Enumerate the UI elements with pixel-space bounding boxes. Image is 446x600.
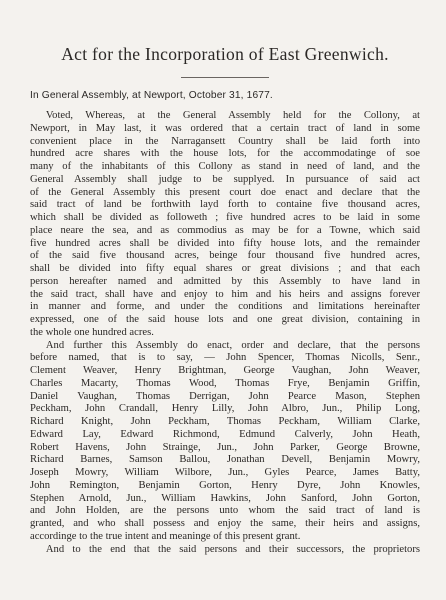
text-line: Richard Knight, John Peckham, Thomas Peckham, William Clarke,	[30, 416, 420, 427]
text-line: before named, that is to say, — John Spencer, Thomas Nicolls, Senr.,	[30, 352, 420, 364]
text-line: General Assembly shall judge to be supplyed. In pursuance of said act	[30, 173, 420, 185]
text-line: And to the end that the said persons and their successors, the proprietors	[30, 543, 420, 555]
text-line: which shall be divided as followeth ; five hundred acres to be laid in some	[30, 212, 420, 223]
text-line: Stephen Arnold, Jun., William Hawkins, John Sanford, John Gorton,	[30, 492, 420, 504]
text-line: accordinge to the true intent and meaninge of this present grant.	[30, 530, 301, 542]
text-line: hundred acre shares with the house lots, for the accommodatinge of soe	[30, 148, 420, 160]
text-line: Joseph Mowry, William Wilbore, Jun., Gyles Pearce, James Batty,	[30, 467, 420, 478]
text-line: place neare the sea, and as commodius as may be for a Towne, which said	[30, 224, 420, 236]
text-line: John Remington, Benjamin Gorton, Henry Dyre, John Knowles,	[30, 479, 420, 491]
text-line: Daniel Vaughan, Thomas Derrigan, John Pearce Mason, Stephen	[30, 390, 420, 402]
document-title: Act for the Incorporation of East Greenwich.	[61, 44, 389, 64]
paragraph-2	[30, 340, 420, 557]
title-divider	[181, 77, 269, 78]
text-line: Charles Macarty, Thomas Wood, Thomas Frye, Benjamin Griffin,	[30, 377, 420, 389]
document-subtitle: In General Assembly, at Newport, October 31, 1677.	[30, 90, 273, 101]
text-line: convenient place in the Narragansett Country shall be laid forth into	[30, 135, 420, 147]
text-line: in manner and forme, and under the conditions and limitations hereinafter	[30, 301, 420, 313]
text-line: said tract of land be forthwith layd forth to containe five thousand acres,	[30, 199, 420, 211]
text-line: Clement Weaver, Henry Brightman, George Vaughan, John Weaver,	[30, 365, 420, 376]
text-line: Peckham, John Crandall, Henry Lilly, John Albro, Jun., Philip Long,	[30, 403, 420, 415]
text-line: many of the inhabitants of this Collony as stand in need of land, and the	[30, 161, 420, 172]
text-line: of the General Assembly this present court doe enact and declare that the	[30, 186, 420, 198]
text-line: Voted, Whereas, at the General Assembly held for the Collony, at	[30, 110, 420, 121]
text-line: And further this Assembly do enact, order and declare, that the persons	[30, 339, 420, 351]
text-line: and John Holden, are the persons unto whom the said tract of land is	[30, 505, 420, 517]
text-line: expressed, one of the said house lots and one great division, containing in	[30, 314, 420, 325]
text-line: the said tract, shall have and enjoy to him and his heirs and assigns forever	[30, 288, 420, 300]
text-line: person hereafter named and admitted by this Assembly to have land in	[30, 275, 420, 287]
text-line: shall be divided into fifty equal shares or great divisions ; and that each	[30, 263, 420, 274]
text-line: five hundred acres shall be divided into fifty house lots, and the remainder	[30, 237, 420, 249]
text-line: Edward Lay, Edward Richmond, Edmund Calverly, John Heath,	[30, 428, 420, 440]
text-line: Newport, in May last, it was ordered that a certain tract of land in some	[30, 122, 420, 134]
text-line: Robert Havens, John Strainge, Jun., John Parker, George Browne,	[30, 441, 420, 453]
text-line: the whole one hundred acres.	[30, 326, 154, 338]
text-line: Richard Barnes, Samson Ballou, Jonathan Devell, Benjamin Mowry,	[30, 454, 420, 466]
text-line: of the said five thousand acres, beinge four thousand five hundred acres,	[30, 250, 420, 262]
paragraph-1	[30, 110, 420, 340]
text-line: granted, and who shall possess and enjoy the same, their heirs and assigns,	[30, 518, 420, 529]
